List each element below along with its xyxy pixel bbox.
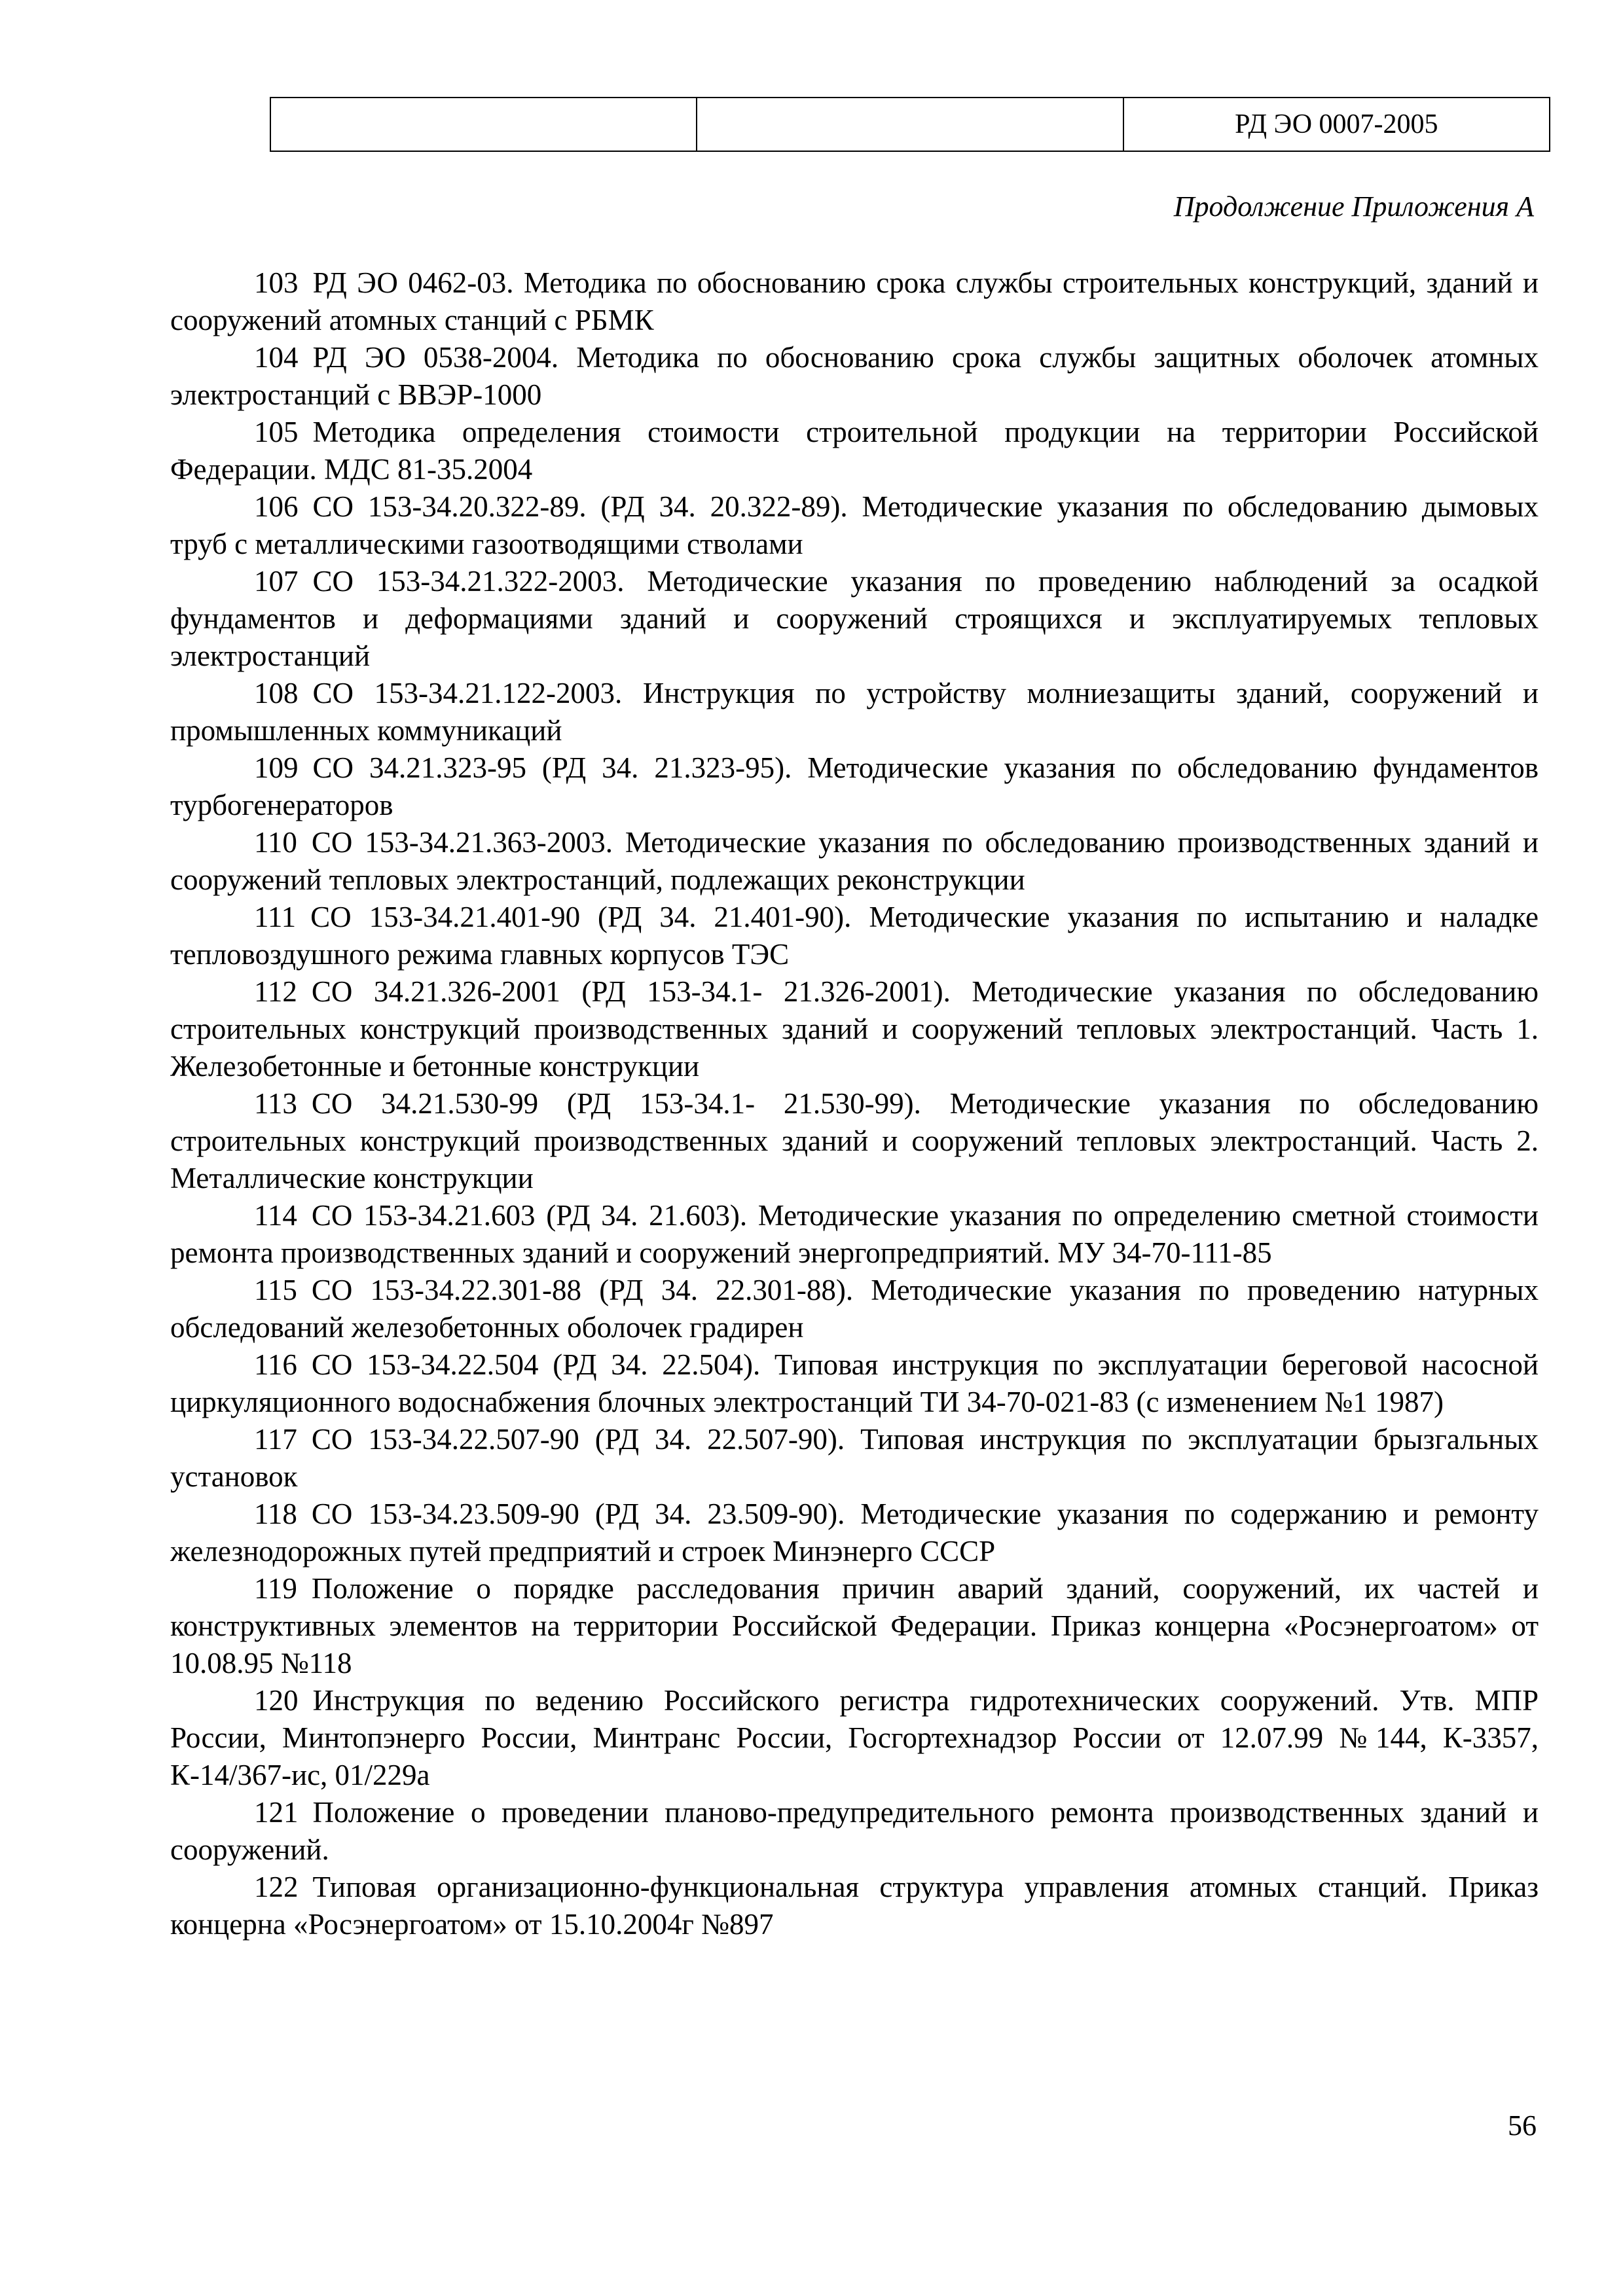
reference-item	[170, 1682, 1539, 1794]
reference-number: 113	[254, 1087, 297, 1120]
reference-text: РД ЭО 0462-03. Методика по обоснованию срока службы строительных конструкций, зданий и сооружений атомных станций с РБМК	[170, 266, 1539, 336]
reference-number: 107	[254, 565, 299, 598]
reference-item	[170, 1570, 1539, 1682]
reference-number: 108	[254, 677, 299, 709]
reference-item	[170, 1085, 1539, 1197]
reference-text: Положение о порядке расследования причин аварий зданий, сооружений, их частей и конструктивных элементов на территории Российской Федерации. Приказ концерна «Росэнергоатом» от 10.08.95 №118	[170, 1572, 1539, 1679]
reference-number: 119	[254, 1572, 297, 1605]
reference-item	[170, 339, 1539, 414]
reference-item	[170, 1197, 1539, 1272]
reference-item	[170, 1346, 1539, 1421]
reference-text: СО 153-34.21.322-2003. Методические указания по проведению наблюдений за осадкой фундаментов и деформациями зданий и сооружений строящихся и эксплуатируемых тепловых электростанций	[170, 565, 1539, 672]
header-row	[270, 98, 1550, 151]
reference-text: СО 153-34.21.401-90 (РД 34. 21.401-90). Методические указания по испытанию и наладке тепловоздушного режима главных корпусов ТЭС	[170, 901, 1539, 971]
reference-number: 117	[254, 1423, 297, 1456]
reference-number: 105	[254, 416, 299, 448]
reference-item	[170, 1272, 1539, 1346]
reference-text: Методика определения стоимости строительной продукции на территории Российской Федерации. МДС 81-35.2004	[170, 416, 1539, 486]
reference-item	[170, 563, 1539, 675]
reference-number: 106	[254, 490, 299, 523]
page-number: 56	[1508, 2109, 1537, 2142]
reference-number: 120	[254, 1684, 299, 1717]
reference-number: 114	[254, 1199, 297, 1232]
reference-text: СО 153-34.22.504 (РД 34. 22.504). Типовая инструкция по эксплуатации береговой насосной циркуляционного водоснабжения блочных электростанций ТИ 34-70-021-83 (с изменением №1 1987)	[170, 1348, 1539, 1418]
reference-item	[170, 824, 1539, 899]
header-cell-blank-2	[697, 98, 1123, 151]
reference-number: 115	[254, 1274, 297, 1306]
reference-text: СО 153-34.21.603 (РД 34. 21.603). Методические указания по определению сметной стоимости ремонта производственных зданий и сооружений энергопредприятий. МУ 34-70-111-85	[170, 1199, 1539, 1269]
reference-text: Инструкция по ведению Российского регистра гидротехнических сооружений. Утв. МПР России, Минтопэнерго России, Минтранс России, Госгортехнадзор России от 12.07.99 №144, К-3357, К-14/367-ис, 01/229а	[170, 1684, 1539, 1791]
reference-text: СО 153-34.21.122-2003. Инструкция по устройству молниезащиты зданий, сооружений и промышленных коммуникаций	[170, 677, 1539, 747]
reference-text: СО 153-34.21.363-2003. Методические указания по обследованию производственных зданий и сооружений тепловых электростанций, подлежащих реконструкции	[170, 826, 1539, 896]
reference-number: 112	[254, 975, 297, 1008]
reference-item	[170, 1421, 1539, 1496]
reference-number: 116	[254, 1348, 297, 1381]
reference-text: СО 153-34.23.509-90 (РД 34. 23.509-90). Методические указания по содержанию и ремонту железнодорожных путей предприятий и строек Минэнерго СССР	[170, 1498, 1539, 1568]
appendix-continuation-label: Продолжение Приложения А	[1173, 190, 1534, 223]
reference-text: СО 34.21.326-2001 (РД 153-34.1- 21.326-2001). Методические указания по обследованию строительных конструкций производственных зданий и сооружений тепловых электростанций. Часть 1. Железобетонные и бетонные конструкции	[170, 975, 1539, 1083]
header-table	[270, 97, 1550, 152]
reference-number: 122	[254, 1871, 299, 1903]
reference-text: РД ЭО 0538-2004. Методика по обоснованию срока службы защитных оболочек атомных электростанций с ВВЭР-1000	[170, 341, 1539, 411]
reference-item	[170, 488, 1539, 563]
reference-list	[170, 264, 1539, 1943]
reference-item	[170, 1496, 1539, 1570]
reference-item	[170, 1869, 1539, 1943]
reference-number: 111	[254, 901, 297, 933]
reference-item	[170, 899, 1539, 973]
reference-text: СО 153-34.22.507-90 (РД 34. 22.507-90). Типовая инструкция по эксплуатации брызгальных установок	[170, 1423, 1539, 1493]
reference-number: 104	[254, 341, 299, 374]
reference-number: 103	[254, 266, 299, 299]
reference-number: 109	[254, 751, 299, 784]
reference-item	[170, 414, 1539, 488]
reference-item	[170, 675, 1539, 749]
header-cell-blank-1	[270, 98, 697, 151]
reference-text: СО 153-34.20.322-89. (РД 34. 20.322-89). Методические указания по обследованию дымовых труб с металлическими газоотводящими стволами	[170, 490, 1539, 560]
reference-number: 118	[254, 1498, 297, 1530]
reference-item	[170, 973, 1539, 1085]
reference-text: Типовая организационно-функциональная структура управления атомных станций. Приказ концерна «Росэнергоатом» от 15.10.2004г №897	[170, 1871, 1539, 1941]
reference-number: 110	[254, 826, 297, 859]
document-code: РД ЭО 0007-2005	[1123, 98, 1550, 151]
reference-item	[170, 749, 1539, 824]
reference-text: Положение о проведении планово-предупредительного ремонта производственных зданий и сооружений.	[170, 1796, 1539, 1866]
reference-text: СО 153-34.22.301-88 (РД 34. 22.301-88). Методические указания по проведению натурных обследований железобетонных оболочек градирен	[170, 1274, 1539, 1344]
reference-item	[170, 264, 1539, 339]
reference-number: 121	[254, 1796, 299, 1829]
reference-text: СО 34.21.323-95 (РД 34. 21.323-95). Методические указания по обследованию фундаментов турбогенераторов	[170, 751, 1539, 821]
reference-text: СО 34.21.530-99 (РД 153-34.1- 21.530-99). Методические указания по обследованию строительных конструкций производственных зданий и сооружений тепловых электростанций. Часть 2. Металлические конструкции	[170, 1087, 1539, 1194]
reference-item	[170, 1794, 1539, 1869]
